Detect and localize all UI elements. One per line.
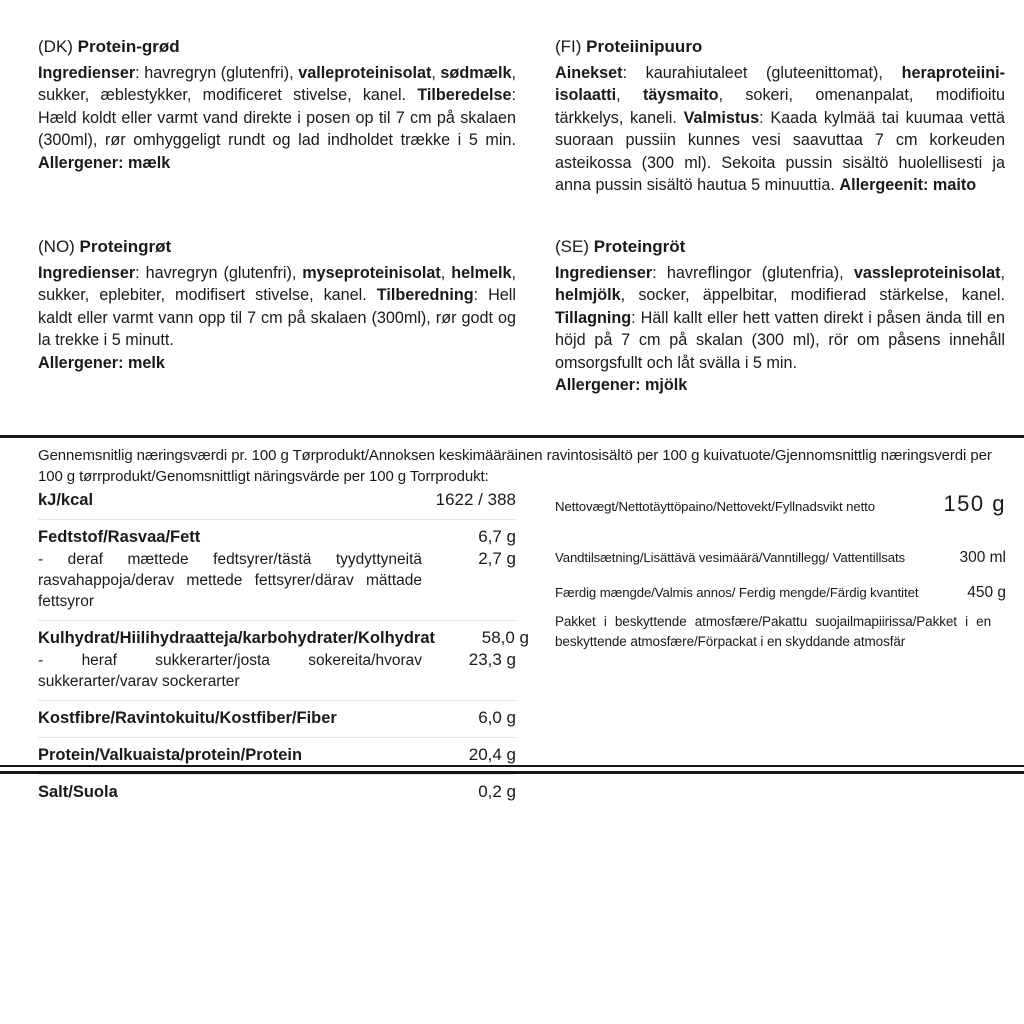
nutrition-row-saturated-fat <box>38 548 516 612</box>
section-no-title: (NO) Proteingrøt <box>38 237 172 256</box>
water-addition-value: 300 ml <box>959 549 1006 566</box>
section-fi <box>555 36 1005 196</box>
section-dk <box>38 36 516 174</box>
nutrition-label: Fedtstof/Rasvaa/Fett <box>38 528 201 546</box>
nutrition-value: 6,7 g <box>478 527 516 546</box>
nutrition-value: 23,3 g <box>468 650 516 669</box>
ready-quantity-row <box>555 584 1006 602</box>
nutrition-row-fat <box>38 526 516 548</box>
ready-quantity-label: Færdig mængde/Valmis annos/ Ferdig mengde/Färdig kvantitet <box>555 585 919 600</box>
nutrition-group-energy <box>38 489 516 511</box>
nutrition-row-sugars <box>38 649 516 692</box>
section-se <box>555 236 1005 396</box>
section-se-title: (SE) Proteingröt <box>555 237 686 256</box>
nutrition-value: 58,0 g <box>481 628 530 647</box>
nutrition-group-fat <box>38 519 516 612</box>
nutrition-group-carbs <box>38 620 530 692</box>
nutrition-row-energy <box>38 489 516 511</box>
nutrition-intro: Gennemsnitlig næringsværdi pr. 100 g Tørprodukt/Annoksen keskimääräinen ravintosisältö per 100 g kuivatuote/Gjennomsnittlig næringsverdi per 100 g tørrprodukt/Genomsnittligt näringsvärde per 100 g Torrprodukt: <box>38 447 992 485</box>
nutrition-label: Kostfibre/Ravintokuitu/Kostfiber/Fiber <box>38 709 337 727</box>
nutrition-label: - heraf sukkerarter/josta sokereita/hvorav sukkerarter/varav sockerarter <box>38 652 422 690</box>
nutrition-label: Kulhydrat/Hiilihydraatteja/karbohydrater/Kolhydrat <box>38 629 436 647</box>
water-addition-row <box>555 549 1006 567</box>
section-dk-body: Ingredienser: havregryn (glutenfri), valleproteinisolat, sødmælk, sukker, æblestykker, modificeret stivelse, kanel. Tilberedelse: Hæld koldt eller varmt vand direkte i posen op til 7 cm på skalaen (300ml), rør omhyggeligt rundt og lad indholdet trække i 5 min. Allergener: mælk <box>38 64 516 172</box>
nutrition-row-salt <box>38 781 516 803</box>
water-addition-label: Vandtilsætning/Lisättävä vesimäärä/Vanntillegg/ Vattentillsats <box>555 550 906 565</box>
nutrition-value: 0,2 g <box>478 782 516 801</box>
net-weight-label: Nettovægt/Nettotäyttöpaino/Nettovekt/Fyllnadsvikt netto <box>555 499 875 514</box>
nutrition-group-fiber <box>38 700 516 729</box>
nutrition-value: 2,7 g <box>478 549 516 568</box>
section-se-body: Ingredienser: havreflingor (glutenfria), vassleproteinisolat, helmjölk, socker, äppelbitar, modifierad stärkelse, kanel. Tillagning: Häll kallt eller hett vatten direkt i påsen ända till en höjd på 7 cm på skalan (300 ml), rör om påsens innehåll omsorgsfullt och låt svälla i 5 min. Allergener: mjölk <box>555 264 1005 395</box>
table-bottom-thin-rule <box>0 765 1024 767</box>
nutrition-table-right <box>555 491 1006 651</box>
section-fi-title: (FI) Proteiinipuuro <box>555 37 703 56</box>
section-no-body: Ingredienser: havregryn (glutenfri), myseproteinisolat, helmelk, sukker, eplebiter, modifisert stivelse, kanel. Tilberedning: Hell kaldt eller varmt vann opp til 7 cm på skalaen (300ml), rør godt og la trekke i 5 minutt. Allergener: melk <box>38 264 516 372</box>
nutrition-label: Protein/Valkuaista/protein/Protein <box>38 746 303 764</box>
nutrition-label: - deraf mættede fedtsyrer/tästä tyydyttyneitä rasvahappoja/derav mettede fettsyrer/därav mättade fettsyror <box>38 551 422 610</box>
net-weight-row <box>555 491 1006 517</box>
section-fi-body: Ainekset: kaurahiutaleet (gluteenittomat), heraproteiini-isolaatti, täysmaito, sokeri, omenanpalat, modifioitu tärkkelys, kaneli. Valmistus: Kaada kylmää tai kuumaa vettä suoraan pussiin kunnes vesi saavuttaa 7 cm korkeuden asteikossa (300 ml). Sekoita pussin sisältö huolellisesti ja anna pussin sisältö hautua 5 minuuttia. Allergeenit: maito <box>555 64 1005 195</box>
nutrition-row-protein <box>38 744 516 766</box>
nutrition-row-fiber <box>38 707 516 729</box>
nutrition-table-left <box>38 487 530 803</box>
table-bottom-thick-rule <box>0 771 1024 774</box>
protective-atmosphere-note: Pakket i beskyttende atmosfære/Pakattu suojailmapiirissa/Pakket i en beskyttende atmosfære/Förpackat i en skyddande atmosfär <box>555 614 991 649</box>
nutrition-label: kJ/kcal <box>38 491 94 509</box>
section-dk-title: (DK) Protein-grød <box>38 37 180 56</box>
nutrition-group-protein <box>38 737 516 766</box>
nutrition-row-carbs <box>38 627 530 649</box>
nutrition-value: 1622 / 388 <box>435 490 516 509</box>
net-weight-value: 150 g <box>943 491 1006 516</box>
nutrition-label: Salt/Suola <box>38 783 118 801</box>
section-no <box>38 236 516 374</box>
table-top-rule <box>0 435 1024 438</box>
nutrition-value: 6,0 g <box>478 708 516 727</box>
nutrition-value: 20,4 g <box>468 745 516 764</box>
ready-quantity-value: 450 g <box>967 584 1006 601</box>
nutrition-group-salt <box>38 774 516 803</box>
